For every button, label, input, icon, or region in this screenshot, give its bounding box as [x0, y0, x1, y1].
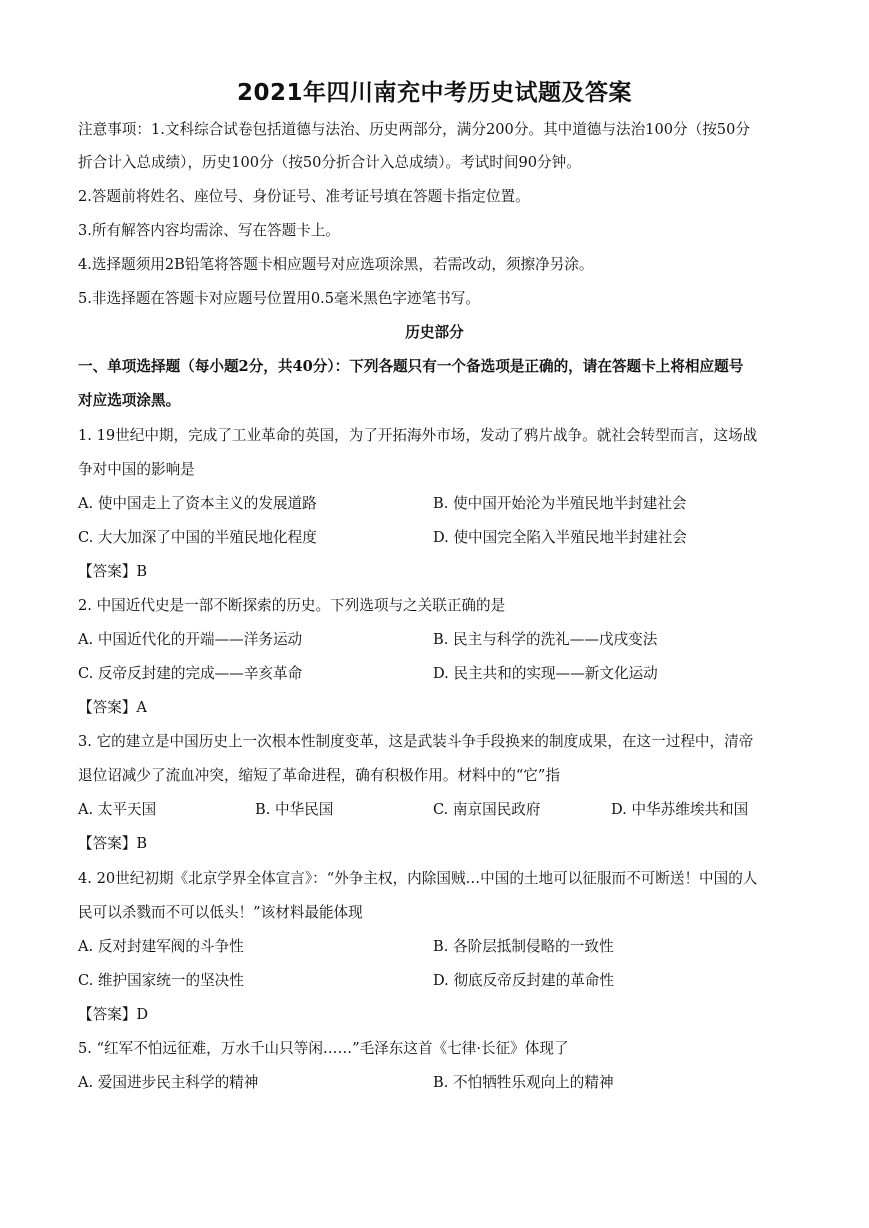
- option-a: A. 反对封建军阀的斗争性: [78, 938, 244, 955]
- option-b: B. 不怕牺牲乐观向上的精神: [433, 1074, 614, 1091]
- question-stem: 退位诏减少了流血冲突，缩短了革命进程，确有积极作用。材料中的“它”指: [78, 767, 560, 784]
- answer-label: 【答案】B: [78, 563, 148, 580]
- option-c: C. 南京国民政府: [433, 801, 541, 818]
- option-c: C. 反帝反封建的完成——辛亥革命: [78, 665, 303, 682]
- note-line: 注意事项：1.文科综合试卷包括道德与法治、历史两部分，满分200分。其中道德与法治100分（按50分: [78, 121, 750, 138]
- option-c: C. 维护国家统一的坚决性: [78, 972, 244, 989]
- option-d: D. 中华苏维埃共和国: [611, 801, 749, 818]
- question-stem: 4. 20世纪初期《北京学界全体宣言》：“外争主权，内除国贼…中国的土地可以征服而不可断送！中国的人: [78, 870, 758, 887]
- answer-label: 【答案】B: [78, 835, 148, 852]
- note-line: 5.非选择题在答题卡对应题号位置用0.5毫米黑色字迹笔书写。: [78, 290, 480, 307]
- part-heading: 对应选项涂黑。: [78, 392, 181, 409]
- answer-label: 【答案】A: [78, 699, 147, 716]
- question-stem: 2. 中国近代史是一部不断探索的历史。下列选项与之关联正确的是: [78, 597, 506, 614]
- option-b: B. 中华民国: [255, 801, 334, 818]
- note-line: 4.选择题须用2B铅笔将答题卡相应题号对应选项涂黑，若需改动，须擦净另涂。: [78, 256, 594, 273]
- option-a: A. 爱国进步民主科学的精神: [78, 1074, 259, 1091]
- question-stem: 3. 它的建立是中国历史上一次根本性制度变革，这是武装斗争手段换来的制度成果，在这一过程中，清帝: [78, 733, 754, 750]
- part-heading: 一、单项选择题（每小题2分，共40分）：下列各题只有一个备选项是正确的，请在答题卡上将相应题号: [78, 358, 744, 375]
- question-stem: 5. “红军不怕远征难，万水千山只等闲……”毛泽东这首《七律·长征》体现了: [78, 1040, 569, 1057]
- option-c: C. 大大加深了中国的半殖民地化程度: [78, 529, 317, 546]
- option-a: A. 太平天国: [78, 801, 157, 818]
- option-d: D. 使中国完全陷入半殖民地半封建社会: [433, 529, 687, 546]
- note-line: 3.所有解答内容均需涂、写在答题卡上。: [78, 222, 341, 239]
- note-line: 2.答题前将姓名、座位号、身份证号、准考证号填在答题卡指定位置。: [78, 188, 530, 205]
- section-title: 历史部分: [405, 324, 464, 341]
- option-b: B. 使中国开始沦为半殖民地半封建社会: [433, 495, 687, 512]
- option-b: B. 民主与科学的洗礼——戊戌变法: [433, 631, 658, 648]
- option-d: D. 民主共和的实现——新文化运动: [433, 665, 658, 682]
- question-stem: 争对中国的影响是: [78, 461, 195, 478]
- note-line: 折合计入总成绩），历史100分（按50分折合计入总成绩）。考试时间90分钟。: [78, 154, 581, 171]
- option-b: B. 各阶层抵制侵略的一致性: [433, 938, 614, 955]
- page-title: 2021年四川南充中考历史试题及答案: [236, 80, 632, 106]
- option-d: D. 彻底反帝反封建的革命性: [433, 972, 614, 989]
- question-stem: 1. 19世纪中期，完成了工业革命的英国，为了开拓海外市场，发动了鸦片战争。就社会转型而言，这场战: [78, 427, 758, 444]
- option-a: A. 使中国走上了资本主义的发展道路: [78, 495, 317, 512]
- question-stem: 民可以杀戮而不可以低头！”该材料最能体现: [78, 904, 363, 921]
- answer-label: 【答案】D: [78, 1006, 149, 1023]
- option-a: A. 中国近代化的开端——洋务运动: [78, 631, 303, 648]
